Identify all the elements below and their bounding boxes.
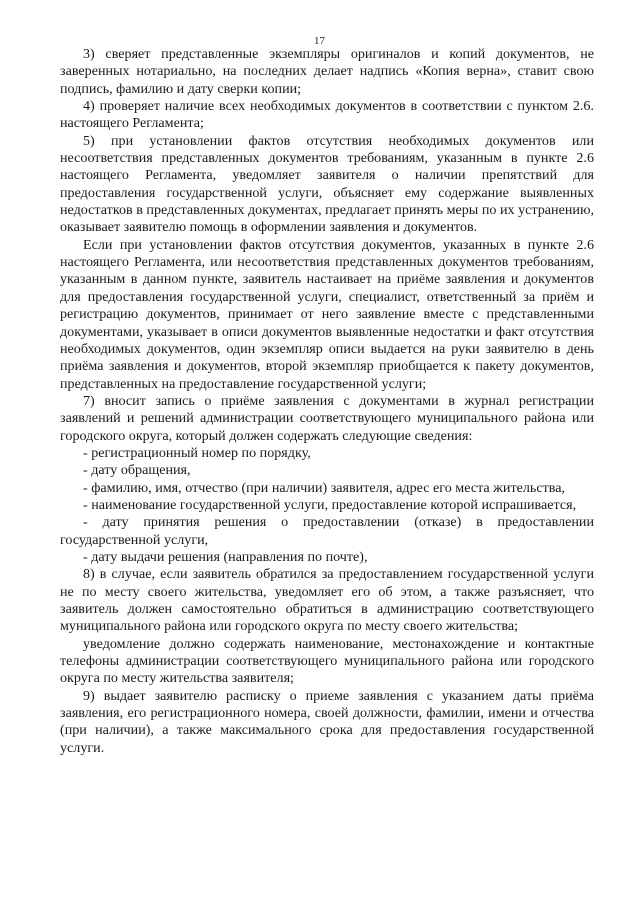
paragraph-item-8: 8) в случае, если заявитель обратился за предоставлением государственной услуги не по месту своего жительства, уведомляет его об этом, а также разъясняет, что заявитель должен самостоятельно обратиться в администрацию соответствующего муниципального района или городского округа по месту своего жительства;	[60, 566, 594, 635]
paragraph-item-3: 3) сверяет представленные экземпляры оригиналов и копий документов, не заверенных нотариально, на последних делает надпись «Копия верна», ставит свою подпись, фамилию и дату сверки копии;	[60, 46, 594, 97]
paragraph-item-9: 9) выдает заявителю расписку о приеме заявления с указанием даты приёма заявления, его регистрационного номера, своей должности, фамилии, имени и отчества (при наличии), а также максимального срока для предоставления государственной услуги.	[60, 687, 594, 756]
paragraph-item-7: 7) вносит запись о приёме заявления с документами в журнал регистрации заявлений и решений администрации соответствующего муниципального района или городского округа, который должен содержать следующие сведения:	[60, 392, 594, 444]
paragraph-item-5: 5) при установлении фактов отсутствия необходимых документов или несоответствия представленных документов требованиям, указанным в пункте 2.6 настоящего Регламента, уведомляет заявителя о наличии препятствий для предоставления государственной услуги, объясняет ему содержание выявленных недостатков в представленных документах, предлагает принять меры по их устранению, оказывает заявителю помощь в оформлении заявления и документов.	[60, 132, 594, 236]
list-item: - дату выдачи решения (направления по почте),	[83, 548, 368, 565]
list-item: - наименование государственной услуги, предоставление которой испрашивается,	[83, 496, 577, 513]
paragraph-missing-documents: Если при установлении фактов отсутствия документов, указанных в пункте 2.6 настоящего Регламента, или несоответствия представленных документов требованиям, указанным в данном пункте, заявитель настаивает на приёме заявления и документов для предоставления государственной услуги, специалист, ответственный за приём и регистрацию документов, принимает от него заявление вместе с представленными документами, указывает в описи документов выявленные недостатки и факт отсутствия необходимых документов, один экземпляр описи выдается на руки заявителю в день приёма заявления и документов, второй экземпляр приобщается к пакету документов, представленных на предоставление государственной услуги;	[60, 236, 594, 392]
list-item: - дату принятия решения о предоставлении (отказе) в предоставлении государственной услуги,	[60, 514, 594, 548]
list-item: - дату обращения,	[83, 462, 191, 479]
paragraph-notification: уведомление должно содержать наименование, местонахождение и контактные телефоны администрации соответствующего муниципального района или городского округа по месту жительства заявителя;	[60, 635, 594, 687]
document-body	[60, 46, 594, 757]
page-number: 17	[314, 35, 325, 47]
list-item: - фамилию, имя, отчество (при наличии) заявителя, адрес его места жительства,	[83, 479, 566, 496]
list-item: - регистрационный номер по порядку,	[83, 444, 311, 461]
paragraph-item-4: 4) проверяет наличие всех необходимых документов в соответствии с пунктом 2.6. настоящего Регламента;	[60, 98, 594, 132]
